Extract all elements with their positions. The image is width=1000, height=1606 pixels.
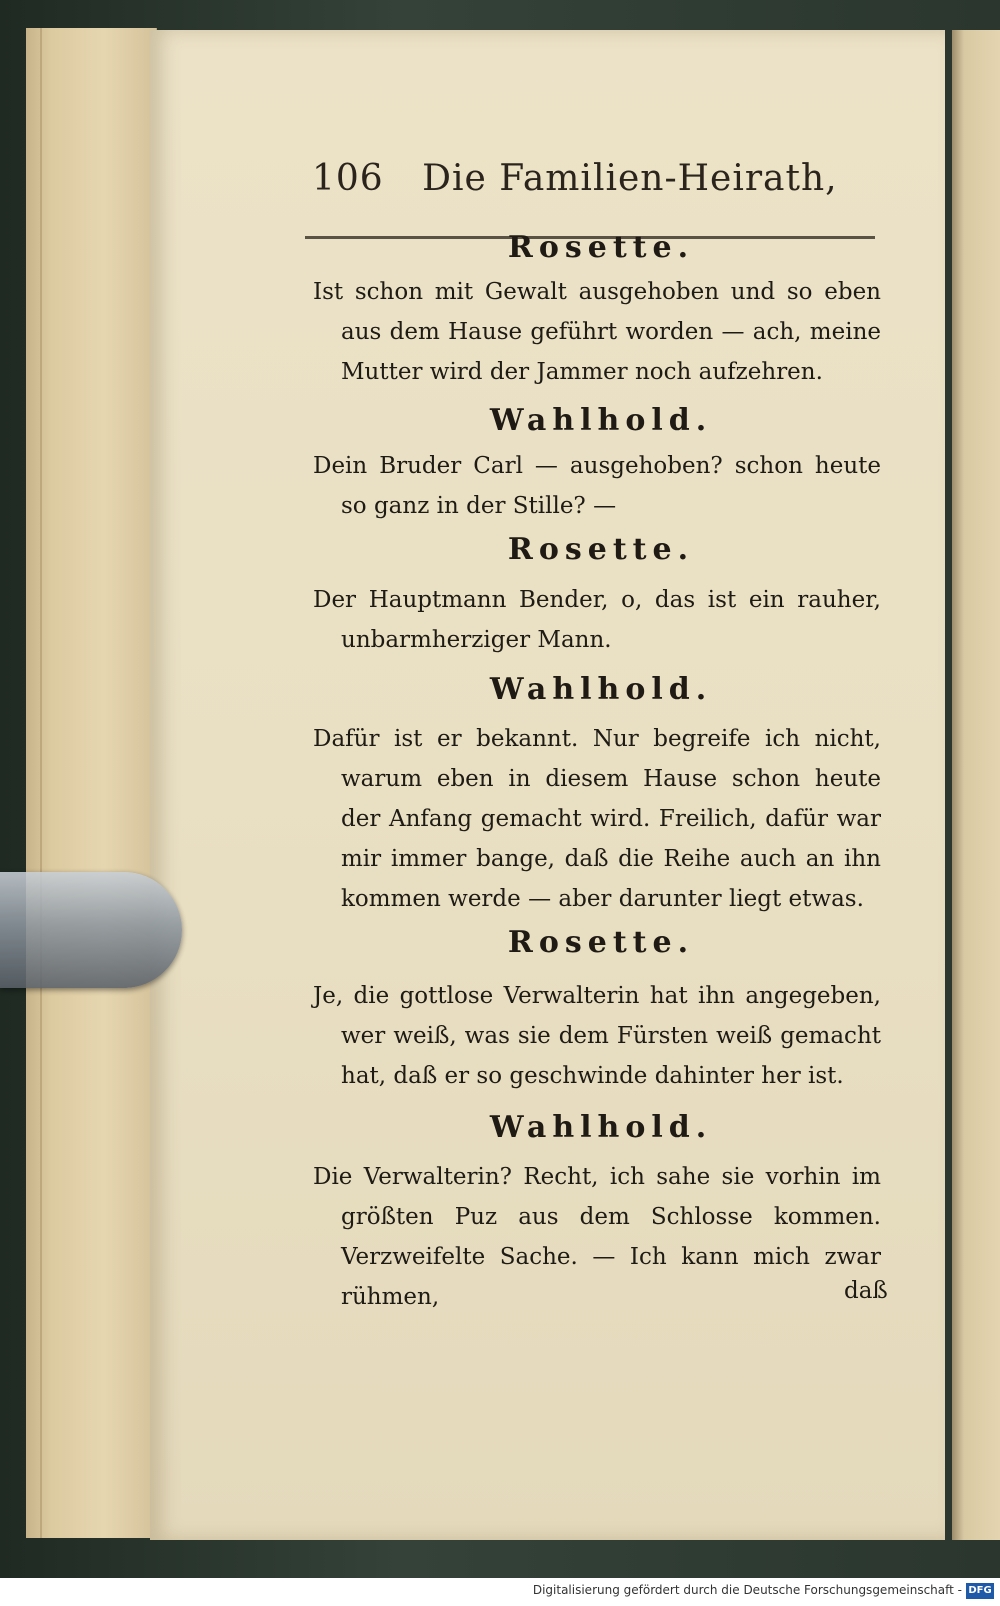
page-number: 106 <box>312 158 384 199</box>
speech-text: Dein Bruder Carl — ausgehoben? schon heute so ganz in der Stille? — <box>313 453 881 519</box>
book-page-stack-left <box>26 28 157 1538</box>
speaker-name: Rosette. <box>507 532 695 567</box>
speech-text: Je, die gottlose Verwalterin hat ihn angegeben, wer weiß, was sie dem Fürsten weiß gemacht hat, daß er so geschwinde dahinter her ist. <box>313 983 881 1089</box>
speaker-name: Wahlhold. <box>489 672 713 707</box>
speaker-name: Wahlhold. <box>489 1110 713 1145</box>
speech-text: Die Verwalterin? Recht, ich sahe sie vorhin im größten Puz aus dem Schlosse kommen. Verzweifelte Sache. — Ich kann mich zwar rühmen, <box>313 1164 881 1310</box>
running-title: Die Familien-Heirath, <box>422 158 838 199</box>
speech-text: Dafür ist er bekannt. Nur begreife ich nicht, warum eben in diesem Hause schon heute der Anfang gemacht wird. Freilich, dafür war mir immer bange, daß die Reihe auch an ihn kommen werde — aber darunter liegt etwas. <box>313 726 881 912</box>
book-page-stack-right <box>952 30 1000 1540</box>
dfg-logo: DFG <box>966 1583 994 1599</box>
speaker-name: Wahlhold. <box>489 403 713 438</box>
catchword: daß <box>844 1278 888 1304</box>
speaker-name: Rosette. <box>507 230 695 265</box>
speech-text: Der Hauptmann Bender, o, das ist ein rauher, unbarmherziger Mann. <box>313 587 881 653</box>
speech-text: Ist schon mit Gewalt ausgehoben und so eben aus dem Hause geführt worden — ach, meine Mutter wird der Jammer noch aufzehren. <box>313 279 881 385</box>
speaker-name: Rosette. <box>507 925 695 960</box>
running-header <box>312 158 872 199</box>
footer-credit: Digitalisierung gefördert durch die Deutsche Forschungsgemeinschaft - <box>532 1583 962 1597</box>
page-holder-clip <box>0 872 182 988</box>
